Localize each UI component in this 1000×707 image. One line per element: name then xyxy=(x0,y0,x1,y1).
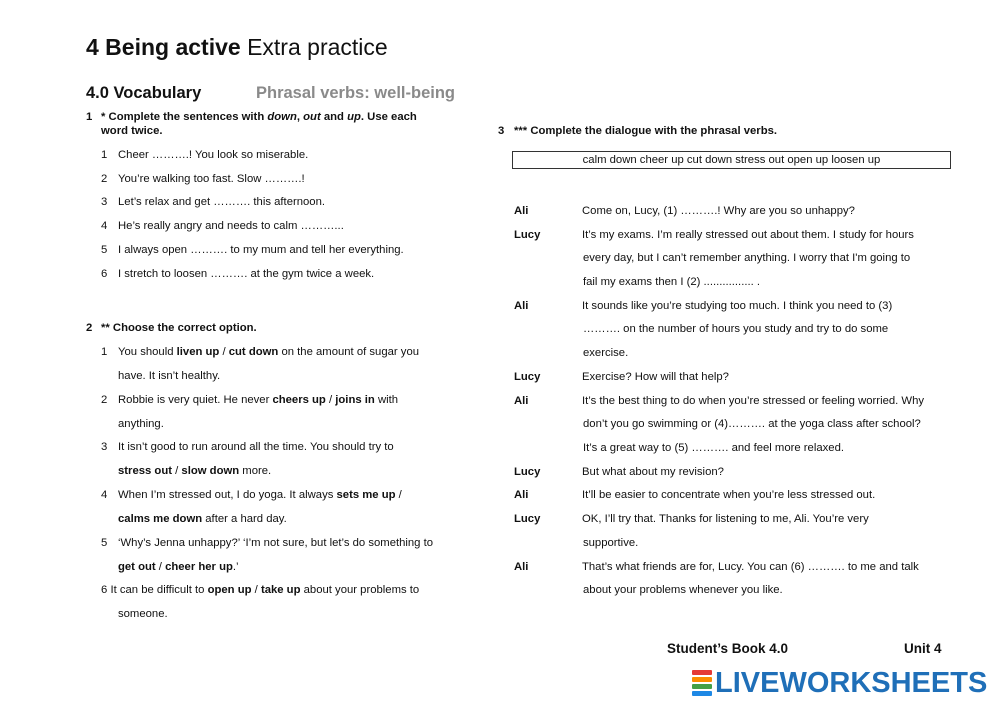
ex1-number: 1 xyxy=(86,111,93,123)
dialogue-line: Come on, Lucy, (1) ……….! Why are you so unhappy? xyxy=(582,205,855,217)
title-suffix: Extra practice xyxy=(240,34,388,60)
dialogue-line: It’s a great way to (5) ………. and feel more relaxed. xyxy=(583,442,844,454)
liveworksheets-logo xyxy=(692,668,987,698)
dialogue-line: It sounds like you’re studying too much. I think you need to (3) xyxy=(582,300,893,312)
dialogue-line: That’s what friends are for, Lucy. You can (6) ………. to me and talk xyxy=(582,561,919,573)
ex2-item-6-line2: someone. xyxy=(118,608,168,620)
ex2-item-1: 1 You should liven up / cut down on the amount of sugar you xyxy=(101,346,420,358)
word-box: calm down cheer up cut down stress out open up loosen up xyxy=(512,151,951,169)
dialogue-line: It’s the best thing to do when you’re stressed or feeling worried. Why xyxy=(582,395,925,407)
dialogue-line: OK, I’ll try that. Thanks for listening to me, Ali. You’re very xyxy=(582,513,869,525)
dialogue-speaker: Ali xyxy=(514,489,529,501)
ex1-instruction: * Complete the sentences with down, out and up. Use each word twice. xyxy=(101,111,417,137)
ex1-item: 2 You’re walking too fast. Slow ……….! xyxy=(101,173,305,185)
logo-icon xyxy=(692,670,712,696)
dialogue-line: supportive. xyxy=(583,537,639,549)
dialogue-speaker: Ali xyxy=(514,561,529,573)
section-heading: 4.0 Vocabulary xyxy=(86,84,202,102)
dialogue-speaker: Lucy xyxy=(514,371,541,383)
ex2-item-2: 2 Robbie is very quiet. He never cheers up / joins in with xyxy=(101,394,399,406)
logo-bar xyxy=(692,691,712,696)
dialogue-speaker: Ali xyxy=(514,395,529,407)
ex2-item-6: 6 It can be difficult to open up / take up about your problems to xyxy=(101,584,420,596)
dialogue-speaker: Ali xyxy=(514,300,529,312)
logo-bar xyxy=(692,670,712,675)
footer-unit: Unit 4 xyxy=(904,641,942,656)
dialogue-speaker: Ali xyxy=(514,205,529,217)
dialogue-line: But what about my revision? xyxy=(582,466,724,478)
dialogue-line: don’t you go swimming or (4)………. at the yoga class after school? xyxy=(583,418,921,430)
ex2-item-1-line2: have. It isn’t healthy. xyxy=(118,370,221,382)
ex2-number: 2 xyxy=(86,322,93,334)
dialogue-line: ………. on the number of hours you study and try to do some xyxy=(583,323,889,335)
ex2-instruction: ** Choose the correct option. xyxy=(101,322,257,334)
footer-book: Student’s Book 4.0 xyxy=(667,641,789,656)
dialogue-speaker: Lucy xyxy=(514,466,541,478)
ex2-item-4-line2: calms me down after a hard day. xyxy=(118,513,287,525)
dialogue-line: fail my exams then I (2) ................ . xyxy=(583,276,761,288)
logo-text: LIVEWORKSHEETS xyxy=(715,667,988,699)
dialogue-line: It’s my exams. I’m really stressed out about them. I study for hours xyxy=(582,229,914,241)
ex2-item-2-line2: anything. xyxy=(118,418,164,430)
dialogue-line: exercise. xyxy=(583,347,629,359)
ex2-item-5-line2: get out / cheer her up.’ xyxy=(118,561,239,573)
section-subheading: Phrasal verbs: well-being xyxy=(256,84,455,102)
ex1-item: 5 I always open ………. to my mum and tell her everything. xyxy=(101,244,404,256)
dialogue-line: Exercise? How will that help? xyxy=(582,371,729,383)
dialogue-line: about your problems whenever you like. xyxy=(583,584,783,596)
unit-title: 4 Being active xyxy=(86,34,241,60)
ex1-item: 3 Let’s relax and get ………. this afternoon. xyxy=(101,196,326,208)
dialogue-line: It’ll be easier to concentrate when you’re less stressed out. xyxy=(582,489,876,501)
ex3-instruction: *** Complete the dialogue with the phrasal verbs. xyxy=(514,125,778,137)
ex3-number: 3 xyxy=(498,125,505,137)
page-title xyxy=(86,34,388,61)
ex2-item-3: 3 It isn’t good to run around all the time. You should try to xyxy=(101,441,394,453)
ex1-item: 1 Cheer ……….! You look so miserable. xyxy=(101,149,309,161)
dialogue-speaker: Lucy xyxy=(514,229,541,241)
logo-bar xyxy=(692,684,712,689)
ex2-item-5: 5 ‘Why’s Jenna unhappy?’ ‘I’m not sure, but let’s do something to xyxy=(101,537,434,549)
ex2-item-3-line2: stress out / slow down more. xyxy=(118,465,272,477)
logo-bar xyxy=(692,677,712,682)
dialogue-line: every day, but I can’t remember anything. I worry that I'm going to xyxy=(583,252,911,264)
ex1-item: 4 He’s really angry and needs to calm ………... xyxy=(101,220,344,232)
ex2-item-4: 4 When I’m stressed out, I do yoga. It always sets me up / xyxy=(101,489,402,501)
ex1-item: 6 I stretch to loosen ………. at the gym twice a week. xyxy=(101,268,375,280)
dialogue-speaker: Lucy xyxy=(514,513,541,525)
